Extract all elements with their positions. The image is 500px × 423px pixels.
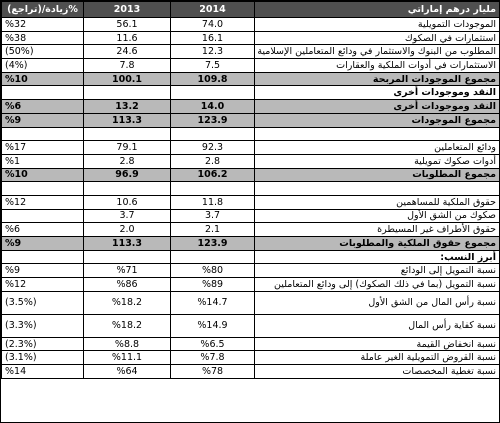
value-2014: 123.9 <box>171 237 255 251</box>
change-percent: %14 <box>2 365 84 379</box>
value-2013 <box>84 86 171 100</box>
table-row <box>2 291 500 314</box>
value-2014: 3.7 <box>171 209 255 223</box>
table-row <box>2 195 500 209</box>
table-row <box>2 209 500 223</box>
row-label: نسبة انخفاض القيمة <box>255 337 500 351</box>
row-label: صكوك من الشق الأول <box>255 209 500 223</box>
change-percent: %12 <box>2 278 84 292</box>
table-row <box>2 278 500 292</box>
change-percent: (2.3%) <box>2 337 84 351</box>
value-2013: %86 <box>84 278 171 292</box>
row-label: مجموع الموجودات <box>255 113 500 127</box>
change-percent <box>2 182 84 196</box>
value-2013: 11.6 <box>84 31 171 45</box>
value-2013: %64 <box>84 365 171 379</box>
change-percent: (50%) <box>2 45 84 59</box>
table-row <box>2 264 500 278</box>
value-2013: 96.9 <box>84 168 171 182</box>
value-2014: 16.1 <box>171 31 255 45</box>
table-row <box>2 59 500 73</box>
value-2013: %71 <box>84 264 171 278</box>
row-label: أدوات صكوك تمويلية <box>255 154 500 168</box>
row-label: نسبة تغطية المخصصات <box>255 365 500 379</box>
row-label: النقد وموجودات أخرى <box>255 86 500 100</box>
table-row <box>2 182 500 196</box>
value-2014: 92.3 <box>171 141 255 155</box>
change-percent: %12 <box>2 195 84 209</box>
value-2014 <box>171 127 255 141</box>
row-label: المطلوب من البنوك والاستثمار في ودائع المتعاملين الإسلامية <box>255 45 500 59</box>
table-row <box>2 351 500 365</box>
row-label <box>255 182 500 196</box>
row-label: حقوق الملكية للمساهمين <box>255 195 500 209</box>
change-percent: %17 <box>2 141 84 155</box>
row-label: ودائع المتعاملين <box>255 141 500 155</box>
value-2014: 11.8 <box>171 195 255 209</box>
value-2014 <box>171 86 255 100</box>
value-2014: %14.9 <box>171 314 255 337</box>
value-2014: 7.5 <box>171 59 255 73</box>
value-2014 <box>171 250 255 264</box>
value-2013 <box>84 250 171 264</box>
value-2014: 2.1 <box>171 223 255 237</box>
change-percent: %1 <box>2 154 84 168</box>
value-2013: 24.6 <box>84 45 171 59</box>
value-2014: 123.9 <box>171 113 255 127</box>
total-row <box>2 72 500 86</box>
value-2013: %18.2 <box>84 314 171 337</box>
total-row <box>2 100 500 114</box>
value-2014: %7.8 <box>171 351 255 365</box>
table-row <box>2 18 500 32</box>
value-2014: 74.0 <box>171 18 255 32</box>
change-percent: %38 <box>2 31 84 45</box>
table-row <box>2 154 500 168</box>
value-2014 <box>171 182 255 196</box>
value-2014: %89 <box>171 278 255 292</box>
header-year-2013: 2013 <box>84 2 171 18</box>
total-row <box>2 168 500 182</box>
value-2014: %6.5 <box>171 337 255 351</box>
row-label: مجموع المطلوبات <box>255 168 500 182</box>
total-row <box>2 113 500 127</box>
table-row <box>2 31 500 45</box>
change-percent: %10 <box>2 168 84 182</box>
section-row <box>2 250 500 264</box>
row-label <box>255 127 500 141</box>
table-row <box>2 365 500 379</box>
header-row <box>2 2 500 18</box>
value-2013: 79.1 <box>84 141 171 155</box>
change-percent: %9 <box>2 264 84 278</box>
change-percent: %10 <box>2 72 84 86</box>
table-row <box>2 127 500 141</box>
change-percent: %6 <box>2 223 84 237</box>
change-percent <box>2 127 84 141</box>
value-2013 <box>84 127 171 141</box>
change-percent: %6 <box>2 100 84 114</box>
row-label: نسبة رأس المال من الشق الأول <box>255 291 500 314</box>
value-2014: 106.2 <box>171 168 255 182</box>
value-2013: 113.3 <box>84 113 171 127</box>
header-label: مليار درهم إماراتي <box>255 2 500 18</box>
value-2013 <box>84 182 171 196</box>
change-percent: (4%) <box>2 59 84 73</box>
value-2014: 12.3 <box>171 45 255 59</box>
row-label: نسبة القروض التمويلية الغير عاملة <box>255 351 500 365</box>
section-row <box>2 86 500 100</box>
change-percent <box>2 86 84 100</box>
financial-table <box>1 1 500 379</box>
value-2013: 56.1 <box>84 18 171 32</box>
change-percent: (3.5%) <box>2 291 84 314</box>
row-label: نسبة التمويل إلى الودائع <box>255 264 500 278</box>
value-2013: 113.3 <box>84 237 171 251</box>
value-2013: %8.8 <box>84 337 171 351</box>
row-label: استثمارات في الصكوك <box>255 31 500 45</box>
change-percent <box>2 209 84 223</box>
value-2013: 7.8 <box>84 59 171 73</box>
value-2014: 2.8 <box>171 154 255 168</box>
row-label: أبرز النسب: <box>255 250 500 264</box>
value-2013: 10.6 <box>84 195 171 209</box>
change-percent: (3.1%) <box>2 351 84 365</box>
value-2013: 13.2 <box>84 100 171 114</box>
value-2014: %78 <box>171 365 255 379</box>
value-2013: %11.1 <box>84 351 171 365</box>
total-row <box>2 237 500 251</box>
row-label: الاستثمارات في أدوات الملكية والعقارات <box>255 59 500 73</box>
table-row <box>2 141 500 155</box>
table-row <box>2 223 500 237</box>
row-label: نسبة التمويل (بما في ذلك الصكوك) إلى ودائع المتعاملين <box>255 278 500 292</box>
value-2013: 2.8 <box>84 154 171 168</box>
change-percent: (3.3%) <box>2 314 84 337</box>
change-percent: %32 <box>2 18 84 32</box>
row-label: مجموع حقوق الملكية والمطلوبات <box>255 237 500 251</box>
value-2014: %80 <box>171 264 255 278</box>
row-label: نسبة كفاية رأس المال <box>255 314 500 337</box>
change-percent: %9 <box>2 113 84 127</box>
table-body <box>2 2 500 379</box>
table-row <box>2 314 500 337</box>
value-2013: %18.2 <box>84 291 171 314</box>
row-label: النقد وموجودات أخرى <box>255 100 500 114</box>
value-2013: 100.1 <box>84 72 171 86</box>
row-label: مجموع الموجودات المربحة <box>255 72 500 86</box>
header-year-2014: 2014 <box>171 2 255 18</box>
row-label: الموجودات التمويلية <box>255 18 500 32</box>
value-2014: 14.0 <box>171 100 255 114</box>
table-row <box>2 337 500 351</box>
row-label: حقوق الأطراف غير المسيطرة <box>255 223 500 237</box>
value-2013: 3.7 <box>84 209 171 223</box>
table-row <box>2 45 500 59</box>
change-percent: %9 <box>2 237 84 251</box>
value-2014: 109.8 <box>171 72 255 86</box>
header-change: %زيادة/(تراجع) <box>2 2 84 18</box>
value-2013: 2.0 <box>84 223 171 237</box>
value-2014: %14.7 <box>171 291 255 314</box>
change-percent <box>2 250 84 264</box>
